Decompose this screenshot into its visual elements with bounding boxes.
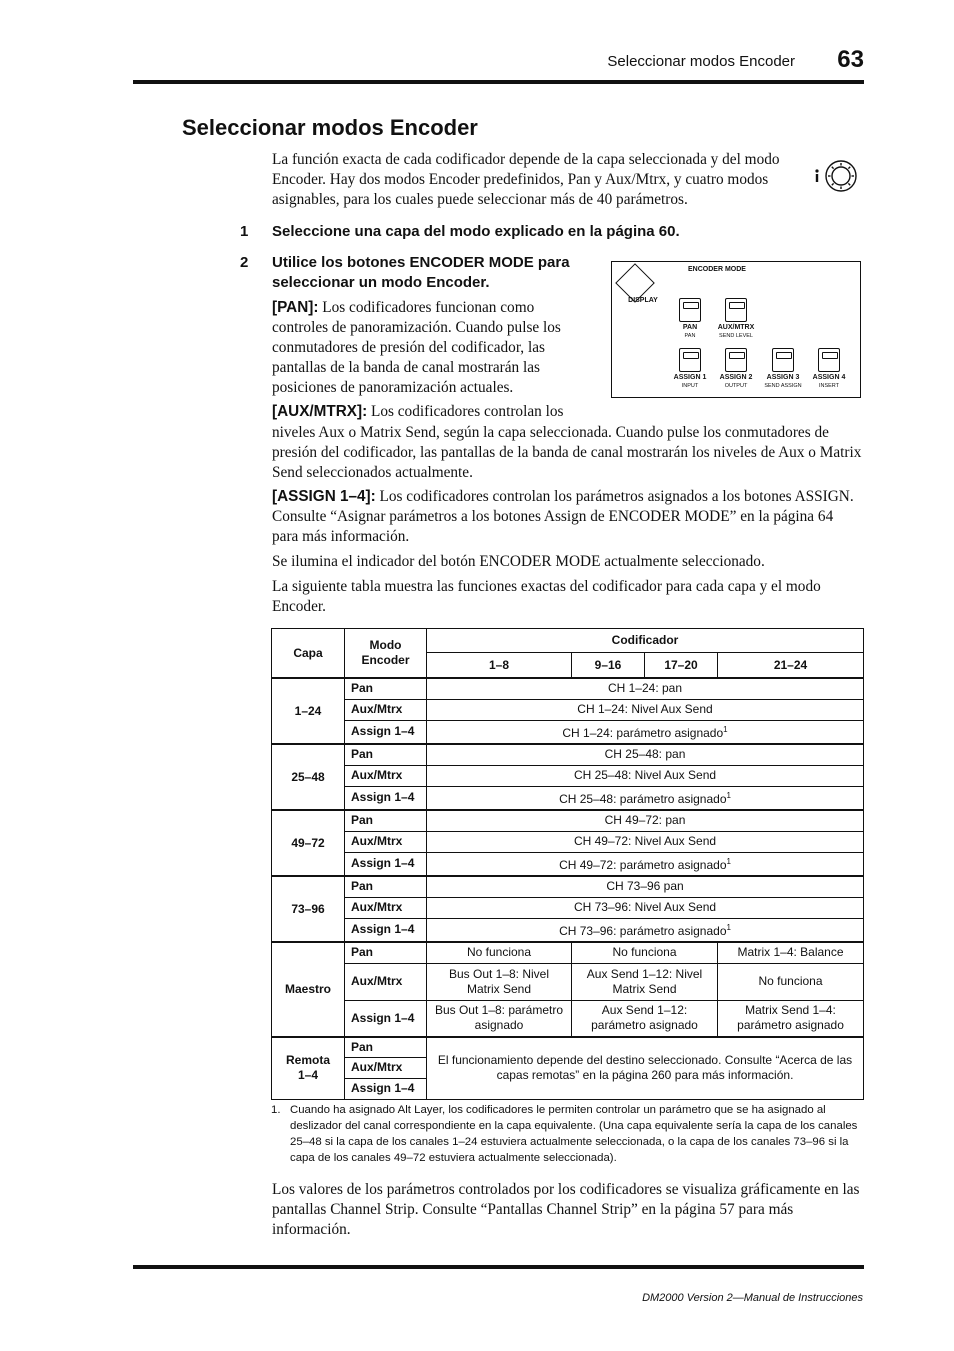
assign-1-button[interactable]: [679, 348, 701, 372]
pan-button-sublabel: PAN: [684, 333, 696, 339]
assign-3-button[interactable]: [772, 348, 794, 372]
assign-4-sublabel: INSERT: [818, 383, 840, 389]
function-cell: Matrix 1–4: Balance: [718, 942, 864, 963]
auxmtrx-description: niveles Aux o Matrix Send, según la capa seleccionada. Cuando pulse los conmutadores de presión del codificador, las pantallas de la banda de canal mostrarán los niveles de Aux o Matrix Send seleccionados actualmente.: [272, 424, 862, 481]
assign-1-sublabel: INPUT: [681, 383, 699, 389]
footer-text: DM2000 Version 2—Manual de Instrucciones: [642, 1292, 863, 1304]
function-cell: No funciona: [427, 942, 572, 963]
mode-cell: Assign 1–4: [345, 1000, 427, 1037]
function-cell: El funcionamiento depende del destino seleccionado. Consulte “Acerca de las capas remotas” en la página 260 para más información.: [427, 1037, 864, 1099]
layer-cell: Maestro: [272, 942, 345, 1037]
page-number: 63: [837, 46, 864, 73]
col-header: 17–20: [664, 657, 698, 672]
assign-4-label: ASSIGN 4: [812, 374, 846, 381]
footnote-text: Cuando ha asignado Alt Layer, los codificadores le permiten controlar un parámetro que se ha asignado al deslizador del canal correspondiente en la capa equivalente. (Una capa equivalente sería la capa de los canales 25–48 si la capa de los canales 1–24 estuviera actualmente seleccionada, o la capa de los canales 73–96 si la capa de los canales 49–72 estuviera actualmente seleccionada).: [290, 1104, 858, 1164]
function-cell: CH 1–24: pan: [427, 678, 864, 699]
footnote-ref: 1: [726, 791, 731, 801]
pan-mode-button[interactable]: [679, 298, 701, 322]
function-text: CH 73–96: parámetro asignado: [559, 924, 727, 939]
mode-cell: Aux/Mtrx: [345, 1057, 427, 1078]
step-1-text: Seleccione una capa del modo explicado en la página 60.: [272, 223, 680, 240]
function-text: CH 1–24: parámetro asignado: [562, 726, 724, 741]
display-label: DISPLAY: [628, 297, 658, 304]
layer-cell: 25–48: [272, 744, 345, 810]
function-cell: No funciona: [572, 942, 718, 963]
col-header: 1–8: [427, 653, 572, 679]
col-header-split: [572, 653, 718, 679]
footnote-ref: 1: [723, 725, 728, 735]
header-rule: [133, 80, 864, 84]
mode-cell: Aux/Mtrx: [345, 699, 427, 720]
function-cell: [427, 918, 864, 942]
mode-cell: Pan: [345, 810, 427, 831]
table-intro-paragraph: La siguiente tabla muestra las funciones exactas del codificador para cada capa y el modo Encoder.: [272, 578, 821, 615]
mode-cell: Assign 1–4: [345, 1078, 427, 1099]
footnote-ref: 1: [726, 923, 731, 933]
closing-paragraph: Los valores de los parámetros controlados por los codificadores se visualiza gráficamente en las pantallas Channel Strip. Consulte “Pantallas Channel Strip” en la página 57 para más información.: [272, 1181, 860, 1238]
assign-1-label: ASSIGN 1: [673, 374, 707, 381]
mode-cell: Aux/Mtrx: [345, 765, 427, 786]
function-cell: [427, 786, 864, 810]
auxmtrx-text-line1: Los codificadores controlan los: [371, 403, 564, 420]
function-cell: [427, 720, 864, 744]
function-cell: CH 73–96 pan: [427, 876, 864, 897]
footnote-ref: 1: [726, 857, 731, 867]
footer-rule: [133, 1265, 864, 1269]
function-cell: CH 25–48: Nivel Aux Send: [427, 765, 864, 786]
function-text: CH 49–72: parámetro asignado: [559, 858, 727, 873]
section-title: Seleccionar modos Encoder: [182, 115, 478, 140]
footnote: [271, 1102, 863, 1166]
function-cell: Aux Send 1–12: Nivel Matrix Send: [572, 963, 718, 1000]
mode-cell: Pan: [345, 942, 427, 963]
pan-description: [272, 298, 594, 398]
pan-button-label: PAN: [682, 324, 698, 331]
mode-cell: Pan: [345, 876, 427, 897]
assign-label: [ASSIGN 1–4]:: [272, 488, 376, 505]
header-codificador: Codificador: [427, 629, 864, 653]
assign-4-button[interactable]: [818, 348, 840, 372]
function-cell: CH 25–48: pan: [427, 744, 864, 765]
assign-text: Los codificadores controlan los parámetros asignados a los botones ASSIGN. Consulte “Asignar parámetros a los botones Assign de ENCODER MODE” en la página 64 para más información.: [272, 488, 854, 545]
function-cell: Aux Send 1–12: parámetro asignado: [572, 1000, 718, 1037]
mode-cell: Aux/Mtrx: [345, 831, 427, 852]
mode-cell: Pan: [345, 1037, 427, 1057]
assign-description: [272, 487, 862, 547]
layer-cell: 1–24: [272, 678, 345, 744]
step-2-text: Utilice los botones ENCODER MODE para seleccionar un modo Encoder.: [272, 254, 570, 291]
header-capa: Capa: [272, 629, 345, 679]
function-cell: Bus Out 1–8: Nivel Matrix Send: [427, 963, 572, 1000]
encoder-mode-panel: [611, 261, 861, 398]
function-cell: [427, 852, 864, 876]
mode-cell: Assign 1–4: [345, 720, 427, 744]
function-cell: CH 1–24: Nivel Aux Send: [427, 699, 864, 720]
layer-cell: 49–72: [272, 810, 345, 876]
assign-2-sublabel: OUTPUT: [724, 383, 748, 389]
mode-cell: Pan: [345, 678, 427, 699]
assign-3-sublabel: SEND ASSIGN: [764, 383, 802, 389]
assign-3-label: ASSIGN 3: [766, 374, 800, 381]
mode-cell: Pan: [345, 744, 427, 765]
function-text: CH 25–48: parámetro asignado: [559, 792, 727, 807]
function-cell: CH 73–96: Nivel Aux Send: [427, 897, 864, 918]
mode-cell: Aux/Mtrx: [345, 897, 427, 918]
intro-paragraph: La función exacta de cada codificador depende de la capa seleccionada y del modo Encoder. Hay dos modos Encoder predefinidos, Pan y Aux/Mtrx, y cuatro modos asignables, para los cuales puede seleccionar más de 40 parámetros.: [272, 151, 780, 208]
aux-mtrx-button-label: AUX/MTRX: [717, 324, 755, 331]
footnote-number: 1.: [271, 1104, 281, 1116]
assign-2-button[interactable]: [725, 348, 747, 372]
function-cell: Bus Out 1–8: parámetro asignado: [427, 1000, 572, 1037]
function-cell: Matrix Send 1–4: parámetro asignado: [718, 1000, 864, 1037]
mode-cell: Assign 1–4: [345, 918, 427, 942]
mode-cell: Assign 1–4: [345, 852, 427, 876]
assign-2-label: ASSIGN 2: [719, 374, 753, 381]
col-header: 9–16: [572, 653, 645, 677]
function-cell: CH 49–72: Nivel Aux Send: [427, 831, 864, 852]
aux-mtrx-mode-button[interactable]: [725, 298, 747, 322]
encoder-mode-title: ENCODER MODE: [688, 266, 746, 273]
step-2-number: 2: [240, 254, 249, 271]
step-1-number: 1: [240, 223, 249, 240]
header-modo-encoder: Modo Encoder: [345, 629, 427, 679]
function-cell: No funciona: [718, 963, 864, 1000]
auxmtrx-label: [AUX/MTRX]:: [272, 403, 368, 420]
layer-cell: 73–96: [272, 876, 345, 942]
mode-cell: Aux/Mtrx: [345, 963, 427, 1000]
encoder-knob-icon: [812, 158, 860, 194]
pan-label: [PAN]:: [272, 299, 319, 316]
function-cell: CH 49–72: pan: [427, 810, 864, 831]
aux-mtrx-button-sublabel: SEND LEVEL: [719, 333, 753, 339]
layer-cell: Remota 1–4: [272, 1037, 345, 1099]
running-header: Seleccionar modos Encoder: [607, 53, 795, 70]
indicator-paragraph: Se ilumina el indicador del botón ENCODER MODE actualmente seleccionado.: [272, 553, 765, 570]
pan-text: Los codificadores funcionan como controles de panoramización. Cuando pulse los conmutadores de presión del codificador, las pantallas de la banda de canal mostrarán las posiciones de panoramización actuales.: [272, 299, 561, 396]
mode-cell: Assign 1–4: [345, 786, 427, 810]
auxmtrx-description-line1: [272, 402, 602, 422]
encoder-function-table: [271, 628, 864, 1100]
col-header: 21–24: [718, 653, 864, 679]
